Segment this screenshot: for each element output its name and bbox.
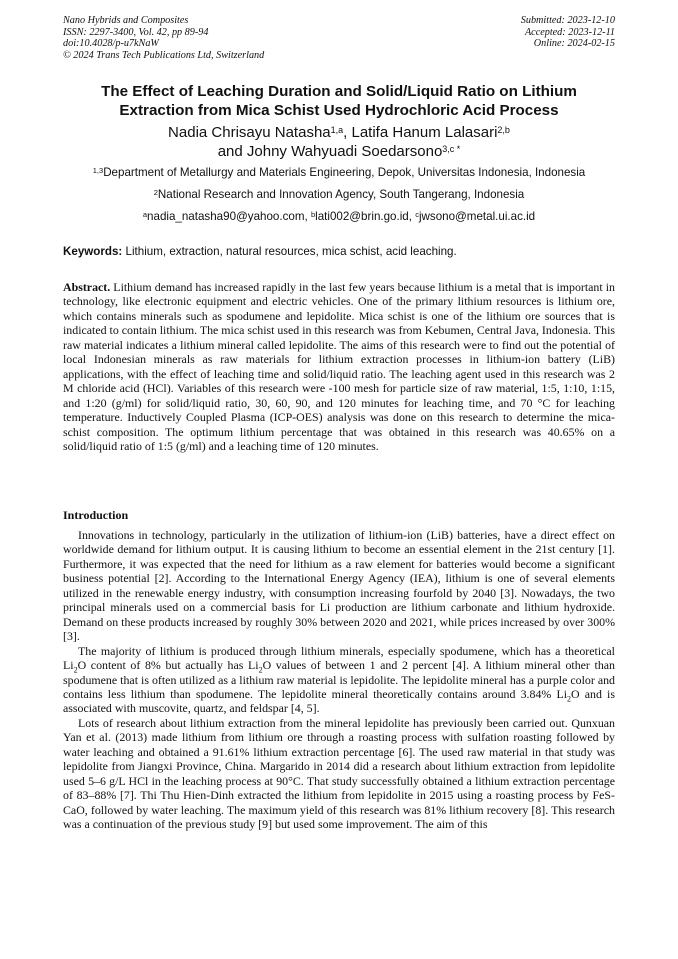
author-emails (60, 210, 618, 224)
email-b-marker: b (310, 210, 316, 219)
accepted-date: Accepted: 2023-12-11 (524, 26, 615, 38)
affiliation-1-text: Department of Metallurgy and Materials Engineering, Depok, Universitas Indonesia, Indonesia (103, 166, 586, 179)
title-line-2: Extraction from Mica Schist Used Hydrochloric Acid Process (119, 102, 559, 119)
online-date: Online: 2024-02-15 (533, 38, 615, 50)
email-c-marker: c (415, 210, 419, 219)
title-line-1: The Effect of Leaching Duration and Solid/Liquid Ratio on Lithium (101, 83, 577, 100)
affiliation-1 (60, 166, 618, 180)
author-list (60, 124, 618, 161)
affiliation-1-marker: 1,3 (92, 166, 104, 175)
introduction-heading: Introduction (63, 508, 129, 522)
journal-header (63, 15, 363, 61)
email-c[interactable]: jwsono@metal.ui.ac.id (418, 210, 536, 223)
author-and: and (217, 142, 247, 160)
intro-p2-part-d: O and is associated with muscovite, quartz, and feldspar [4, 5]. (63, 686, 615, 716)
author-line-1 (60, 124, 618, 143)
keywords-text: Lithium, extraction, natural resources, mica schist, acid leaching. (122, 245, 457, 258)
intro-p2-part-b: O content of 8% but actually has Li (77, 658, 259, 673)
abstract-text: Lithium demand has increased rapidly in the last few years because lithium is a metal that is important in technology, like electronic equipment and electric vehicles. One of the primary lithium resources is lithium ore, which contains minerals such as spodumene and lepidolite. Mica schist is one of the lithium ore sources that is indicated to contain lithium. The mica schist used in this research was from Kebumen, Central Java, Indonesia. This raw material indicates a lithium mineral called lepidolite. The aims of this research were to find out the potential of local Indonesian minerals as raw materials for lithium extraction processes in lithium-ion battery (LiB) applications, with the effect of leaching time and solid/liquid ratio. The leaching agent used in this research was 2 M chloride acid (HCl). Variables of this research were -100 mesh for particle size of raw material, 1:5, 1:10, 1:15, and 1:20 (g/ml) for solid/liquid ratio, 30, 60, 90, and 120 minutes for leaching time, and 70 °C for leaching temperature. Inductively Coupled Plasma (ICP-OES) analysis was done on this research to determine the mica-schist composition. The optimum lithium percentage that was obtained in this research was 40.65% on a solid/liquid ratio of 1:5 (g/ml) and a leaching time of 120 minutes. (63, 280, 616, 453)
intro-paragraph-3: Lots of research about lithium extraction from the mineral lepidolite has previously been carried out. Qunxuan Yan et al. (2013) made lithium from lithium ore through a roasting process with sulfation roasting followed by water leaching and obtained a 91.61% lithium extraction percentage [6]. The used raw material in that study was lepidolite from Jiangxi Province, China. Margarido in 2014 did a research about lithium extraction from lepidolite used 5–6 g/L HCl in the leaching process at 90°C. That study successfully obtained a lithium extraction percentage of 83–88% [7]. Thi Thu Hien-Dinh extracted the lithium from lepidolite in 2015 using a roasting process by FeS-CaO, followed by water leaching. The maximum yield of this research was 81% lithium recovery [8]. This research was a continuation of the previous study [9] but used some improvement. The aim of this (63, 715, 615, 832)
abstract-label: Abstract. (63, 280, 111, 294)
intro-p2-part-a: The majority of lithium is produced through lithium minerals, especially spodumene, which has a theoretical Li (63, 643, 615, 673)
author-2-affiliation: 2,b (497, 125, 510, 135)
intro-paragraph-2 (63, 644, 615, 716)
paper-title (60, 82, 618, 120)
intro-paragraph-1: Innovations in technology, particularly in the utilization of lithium-ion (LiB) batteries, have a direct effect on worldwide demand for lithium output. It is causing lithium to become an essential element in the 21st century [1]. Furthermore, it was expected that the need for lithium as a raw element for batteries would become a significant business potential [2]. According to the International Energy Agency (IEA), lithium is one of several elements utilized in the renewable energy industry, with consumption increasing fourfold by 2040 [3]. Nowadays, the two principal minerals used on a commercial basis for Li production are lithium carbonate and lithium hydroxide. Demand on these products increased by roughly 30% between 2020 and 2021, while prices increased by over 300% [3]. (63, 528, 615, 644)
intro-p2-part-c: O values of between 1 and 2 percent [4]. A lithium mineral other than spodumene that is often utilized as a lithium raw material is lepidolite. The lepidolite mineral has a purple color and contains less lithium than spodumene. The lepidolite mineral theoretically contains around 3.84% Li (63, 658, 615, 701)
submitted-date: Submitted: 2023-12-10 (520, 15, 615, 26)
intro-p2-subscript-2: 2 (258, 665, 263, 675)
author-2-name: Latifa Hanum Lalasari (351, 124, 498, 141)
keywords-label: Keywords: (63, 245, 123, 258)
email-a-marker: a (142, 210, 148, 219)
introduction-body (63, 528, 615, 832)
author-separator: , (343, 124, 352, 141)
author-3-name: Johny Wahyuadi Soedarsono (246, 142, 443, 160)
affiliation-2-text: National Research and Innovation Agency, South Tangerang, Indonesia (157, 188, 525, 201)
affiliation-2 (60, 188, 618, 202)
author-3-affiliation: 3,c * (442, 143, 461, 154)
author-1-name: Nadia Chrisayu Natasha (168, 124, 331, 141)
author-line-2 (60, 143, 618, 162)
intro-p2-subscript-1: 2 (73, 665, 78, 675)
intro-p2-subscript-3: 2 (567, 694, 572, 704)
email-a[interactable]: nadia_natasha90@yahoo.com, (147, 210, 311, 223)
email-b[interactable]: lati002@brin.go.id, (315, 210, 416, 223)
affiliation-2-marker: 2 (153, 188, 158, 197)
abstract (63, 280, 615, 453)
copyright: © 2024 Trans Tech Publications Ltd, Switzerland (63, 49, 265, 61)
issn: ISSN: 2297-3400, Vol. 42, pp 89-94 (63, 26, 209, 38)
keywords (63, 245, 615, 259)
doi: doi:10.4028/p-u7kNaW (63, 38, 159, 50)
publication-dates (415, 15, 615, 50)
journal-name: Nano Hybrids and Composites (63, 15, 189, 26)
author-1-affiliation: 1,a (330, 125, 344, 135)
